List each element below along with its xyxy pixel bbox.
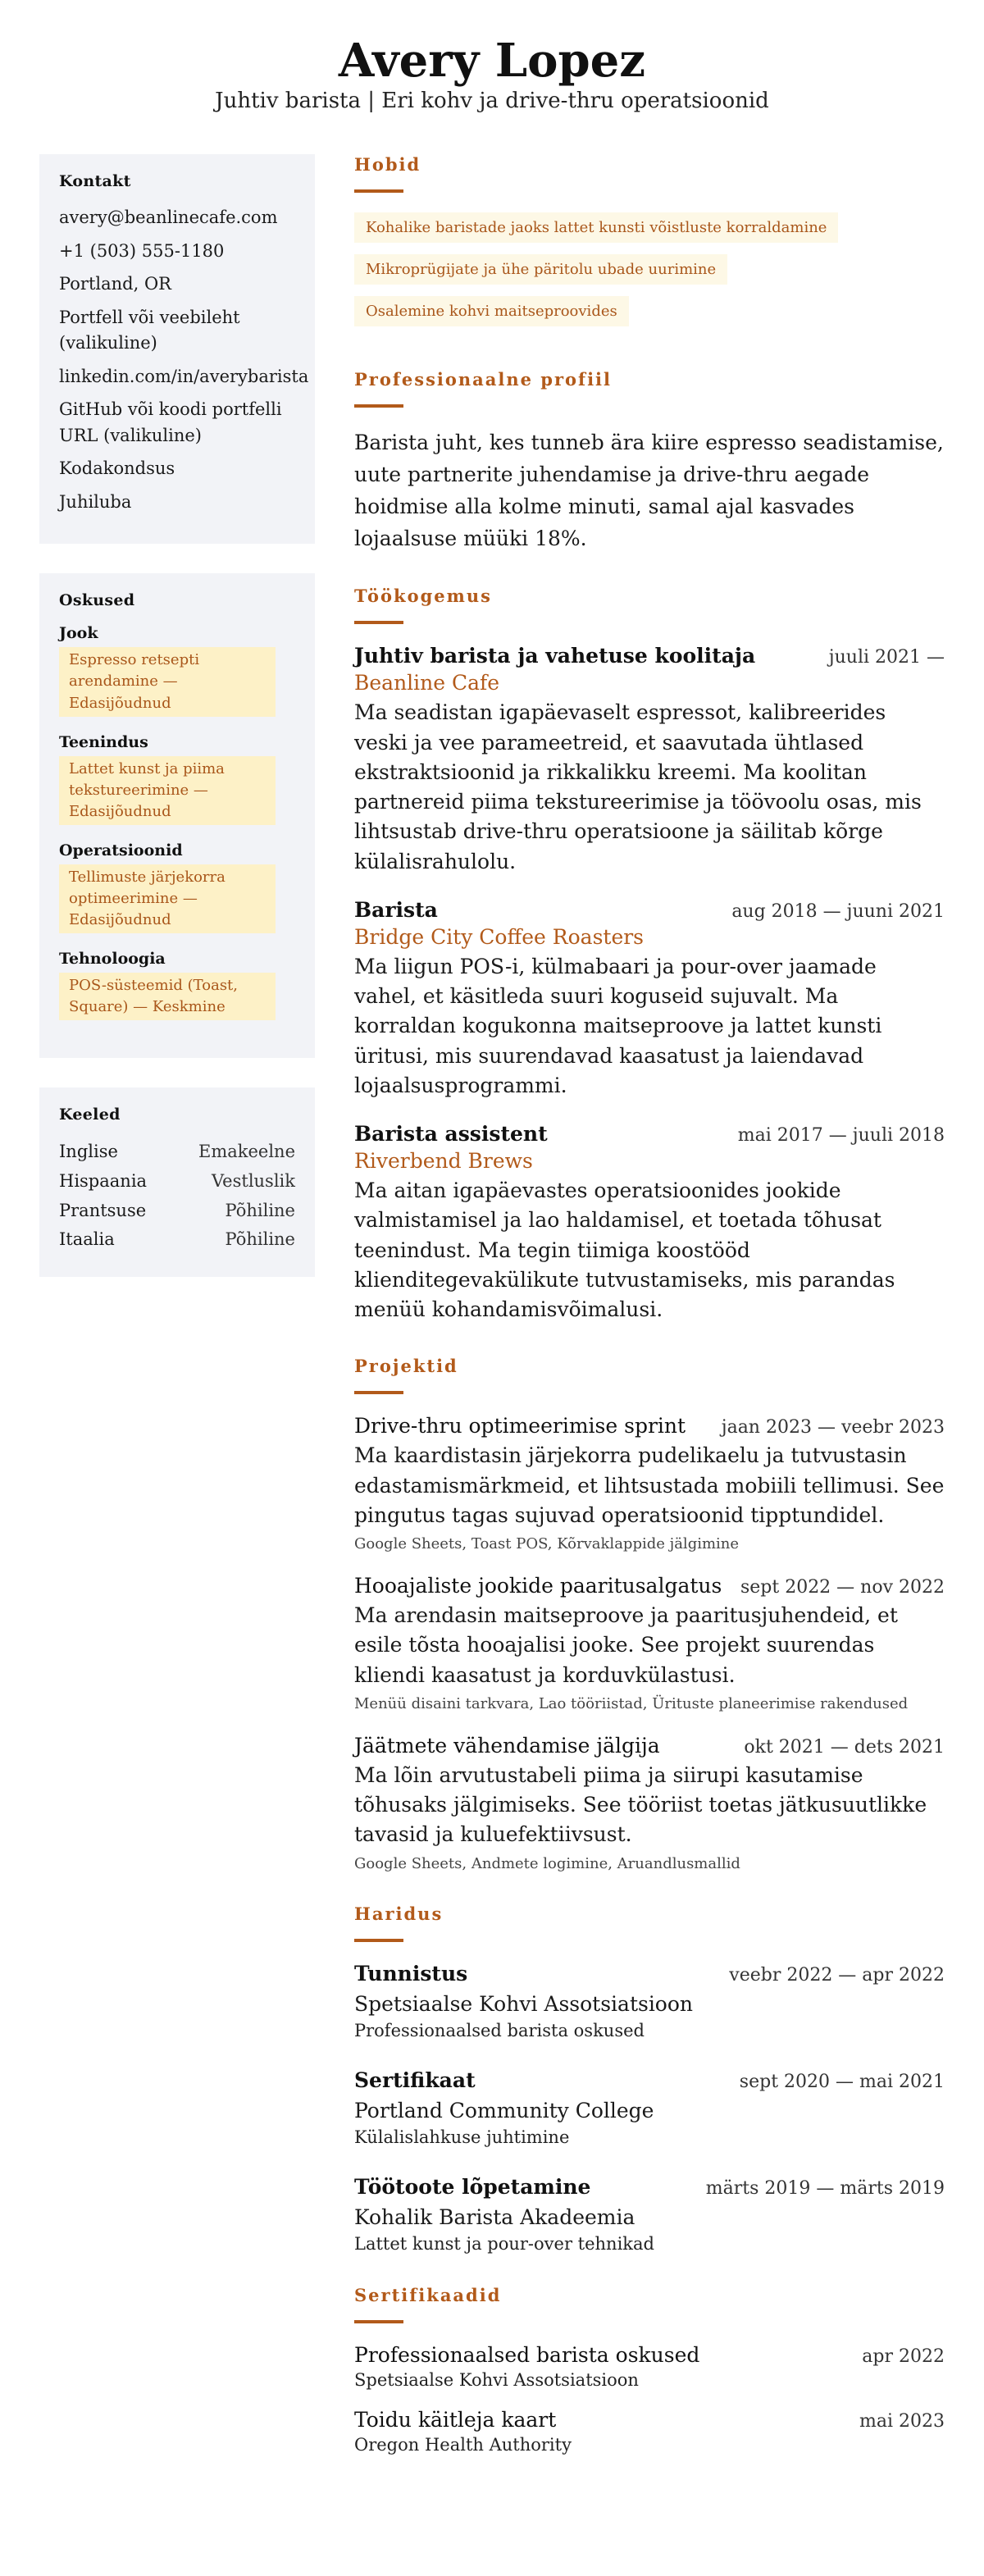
job-entry [354,644,945,877]
skill-group [59,733,295,825]
language-name: Prantsuse [59,1200,147,1220]
candidate-name: Avery Lopez [338,34,646,88]
contact-email[interactable]: avery@beanlinecafe.com [59,207,278,228]
job-date: aug 2018 — juuni 2021 [731,900,945,922]
job-company: Bridge City Coffee Roasters [354,924,645,949]
job-date: juuli 2021 — [828,647,945,668]
hobby-list [354,212,945,338]
education-school: Portland Community College [354,2098,654,2122]
skill-tag: Lattet kunst ja piima tekstureerimine — Edasijõudnud [59,756,276,825]
skills-card [39,573,315,1058]
section-divider [354,189,403,193]
section-divider [354,2320,403,2323]
contact-drivers-license: Juhiluba [59,491,132,512]
skill-group [59,841,295,933]
certification-name: Toidu käitleja kaart [354,2407,557,2432]
education-entry [354,2175,945,2254]
language-name: Hispaania [59,1171,148,1192]
certification-name: Professionaalsed barista oskused [354,2342,700,2367]
project-tech: Google Sheets, Toast POS, Kõrvaklappide jälgimine [354,1535,740,1553]
language-level: Emakeelne [198,1142,295,1162]
job-company: Riverbend Brews [354,1149,533,1174]
profile-summary: Barista juht, kes tunneb ära kiire espresso seadistamise, uute partnerite juhendamise ja drive-thru aegade hoidmise alla kolme minuti, samal ajal kasvades lojaalsuse müüki 18%. [354,431,944,550]
languages-title: Keeled [59,1106,121,1124]
experience-section [354,586,945,1324]
certification-entry [354,2343,945,2390]
skill-tag: POS-süsteemid (Toast, Square) — Keskmine [59,973,276,1020]
language-row [59,1197,295,1225]
contact-title: Kontakt [59,172,131,191]
hobby-tag: Osalemine kohvi maitseproovides [354,296,629,326]
section-divider [354,1391,403,1394]
project-title: Drive-thru optimeerimise sprint [354,1414,686,1438]
section-title: Sertifikaadid [354,2284,502,2305]
main-content [354,154,945,2485]
language-row [59,1138,295,1166]
project-entry [354,1734,945,1872]
job-entry [354,898,945,1101]
language-level: Põhiline [225,1229,295,1250]
profile-section [354,369,945,554]
languages-card [39,1087,315,1276]
certification-issuer: Spetsiaalse Kohvi Assotsiatsioon [354,2369,639,2390]
project-date: sept 2022 — nov 2022 [740,1577,945,1598]
section-title: Töökogemus [354,586,492,607]
education-date: sept 2020 — mai 2021 [739,2071,945,2092]
project-entry [354,1414,945,1552]
education-field: Külalislahkuse juhtimine [354,2127,570,2147]
project-title: Jäätmete vähendamise jälgija [354,1733,660,1758]
certification-date: mai 2023 [859,2410,945,2432]
project-date: okt 2021 — dets 2021 [744,1736,945,1758]
skill-group [59,950,295,1020]
contact-citizenship: Kodakondsus [59,458,175,479]
certifications-section [354,2285,945,2455]
education-date: veebr 2022 — apr 2022 [729,1964,945,1986]
sidebar [39,154,315,2485]
projects-section [354,1356,945,1872]
job-date: mai 2017 — juuli 2018 [737,1125,945,1147]
job-title: Barista assistent [354,1122,548,1147]
education-school: Kohalik Barista Akadeemia [354,2204,636,2229]
hobby-tag: Mikroprügijate ja ühe päritolu ubade uurimine [354,254,727,285]
certification-entry [354,2408,945,2455]
project-tech: Google Sheets, Andmete logimine, Aruandlusmallid [354,1854,740,1872]
language-level: Vestluslik [211,1171,295,1192]
skill-group-title: Tehnoloogia [59,950,166,969]
skill-group-title: Jook [59,624,98,643]
job-description: Ma liigun POS-i, külmabaari ja pour-over jaamade vahel, et käsitleda suuri koguseid sujuvalt. Ma korraldan kogukonna maitseproove ja lattet kunsti üritusi, mis suurendavad kaasatust ja laiendavad lojaalsusprogrammi. [354,954,882,1097]
candidate-tagline: Juhtiv barista | Eri kohv ja drive-thru operatsioonid [215,89,769,114]
language-row [59,1226,295,1254]
section-title: Haridus [354,1903,444,1924]
contact-card [39,154,315,544]
education-section [354,1904,945,2254]
language-name: Inglise [59,1142,118,1162]
education-school: Spetsiaalse Kohvi Assotsiatsioon [354,1991,694,2016]
job-company: Beanline Cafe [354,671,500,695]
project-tech: Menüü disaini tarkvara, Lao tööriistad, Ürituste planeerimise rakendused [354,1694,909,1712]
certification-issuer: Oregon Health Authority [354,2434,572,2455]
education-degree: Töötoote lõpetamine [354,2174,591,2199]
section-title: Professionaalne profiil [354,369,613,390]
language-row [59,1168,295,1196]
education-date: märts 2019 — märts 2019 [705,2177,945,2199]
skill-tag: Espresso retsepti arendamine — Edasijõudnud [59,647,276,716]
project-entry [354,1574,945,1712]
contact-portfolio[interactable]: Portfell või veebileht (valikuline) [59,307,240,353]
contact-location: Portland, OR [59,274,171,294]
education-field: Professionaalsed barista oskused [354,2020,645,2040]
job-description: Ma aitan igapäevastes operatsioonides jookide valmistamisel ja lao haldamisel, et toetada tõhusat teenindust. Ma tegin tiimiga koostööd klienditegevakülikute tutvustamiseks, mis parandas menüü kohandamisvõimalusi. [354,1179,895,1322]
job-title: Juhtiv barista ja vahetuse koolitaja [354,644,756,668]
project-date: jaan 2023 — veebr 2023 [721,1417,945,1438]
skill-group-title: Teenindus [59,732,148,751]
skills-title: Oskused [59,591,135,610]
project-description: Ma kaardistasin järjekorra pudelikaelu ja tutvustasin edastamismärkmeid, et lihtsustada mobiili tellimusi. See pingutus tagas sujuvad operatsioonid tipptundidel. [354,1443,945,1527]
contact-github[interactable]: GitHub või koodi portfelli URL (valikuline) [59,399,282,445]
certification-date: apr 2022 [862,2346,945,2367]
skill-tag: Tellimuste järjekorra optimeerimine — Edasijõudnud [59,864,276,933]
education-entry [354,2068,945,2147]
section-title: Hobid [354,154,421,176]
education-degree: Sertifikaat [354,2068,476,2092]
education-entry [354,1962,945,2040]
hobbies-section [354,154,945,338]
project-title: Hooajaliste jookide paaritusalgatus [354,1574,722,1598]
skill-group-title: Operatsioonid [59,841,183,859]
section-title: Projektid [354,1356,458,1377]
resume-header [0,0,984,113]
language-name: Itaalia [59,1229,115,1250]
job-entry [354,1122,945,1324]
project-description: Ma lõin arvutustabeli piima ja siirupi kasutamise tõhusaks jälgimiseks. See tööriist toetas jätkusuutlikke tavasid ja kuluefektiivsust. [354,1762,927,1847]
section-divider [354,621,403,624]
education-field: Lattet kunst ja pour-over tehnikad [354,2233,654,2254]
skill-group [59,624,295,716]
education-degree: Tunnistus [354,1961,468,1986]
section-divider [354,404,403,408]
resume-body [0,154,984,2485]
job-title: Barista [354,897,438,922]
project-description: Ma arendasin maitseproove ja paaritusjuhendeid, et esile tõsta hooajalisi jooke. See projekt suurendas kliendi kaasatust ja korduvkülastusi. [354,1603,898,1687]
contact-linkedin[interactable]: linkedin.com/in/averybarista [59,366,309,386]
language-level: Põhiline [225,1200,295,1220]
section-divider [354,1939,403,1942]
job-description: Ma seadistan igapäevaselt espressot, kalibreerides veski ja vee parameetreid, et saavutada ühtlased ekstraktsioonid ja rikkalikku kreemi. Ma koolitan partnereid piima tekstureerimise ja töövoolu osas, mis lihtsustab drive-thru operatsioone ja säilitab kõrge külalisrahulolu. [354,700,922,873]
contact-phone[interactable]: +1 (503) 555-1180 [59,240,225,261]
hobby-tag: Kohalike baristade jaoks lattet kunsti võistluste korraldamine [354,212,838,243]
